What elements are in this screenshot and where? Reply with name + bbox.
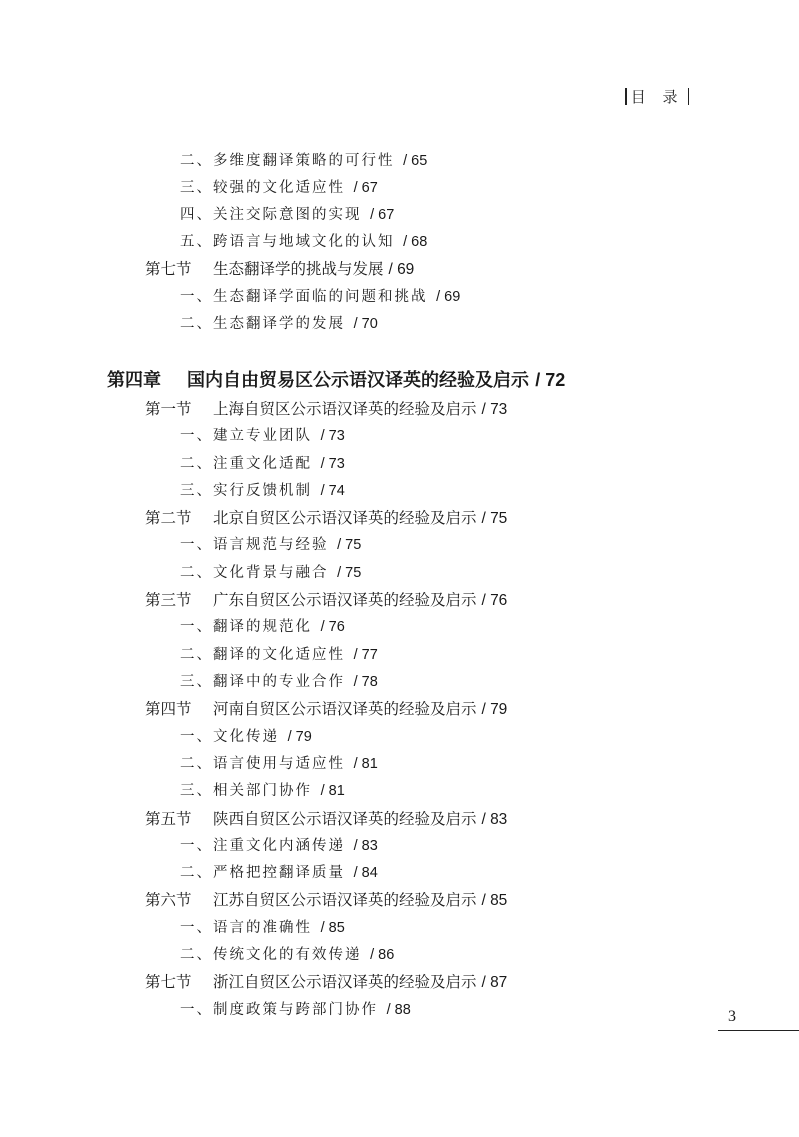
toc-entry-title: 河南自贸区公示语汉译英的经验及启示 xyxy=(213,700,477,718)
toc-entry-number: 四、 xyxy=(180,207,213,223)
toc-entry-page: / 72 xyxy=(535,370,566,390)
toc-entry-sub xyxy=(180,836,378,856)
toc-entry-title: 多维度翻译策略的可行性 xyxy=(213,153,395,169)
toc-entry-sub xyxy=(180,287,460,307)
toc-entry-number: 一、 xyxy=(180,537,213,553)
toc-entry-section xyxy=(145,699,507,720)
toc-entry-sub xyxy=(180,178,378,198)
toc-entry-page: / 75 xyxy=(337,565,362,581)
toc-entry-number: 二、 xyxy=(180,647,213,663)
toc-entry-title: 北京自贸区公示语汉译英的经验及启示 xyxy=(213,509,477,527)
toc-entry-page: / 75 xyxy=(337,537,362,553)
toc-entry-section xyxy=(145,809,507,830)
toc-entry-number: 五、 xyxy=(180,234,213,250)
toc-entry-title: 翻译的文化适应性 xyxy=(213,647,345,663)
toc-entry-section xyxy=(145,972,507,993)
toc-entry-number: 第一节 xyxy=(145,400,192,418)
toc-entry-sub xyxy=(180,1000,411,1020)
toc-entry-number: 二、 xyxy=(180,316,213,332)
toc-entry-title: 生态翻译学的发展 xyxy=(213,316,345,332)
toc-entry-number: 第七节 xyxy=(145,260,192,278)
toc-entry-number: 一、 xyxy=(180,428,213,444)
toc-entry-title: 语言使用与适应性 xyxy=(213,756,345,772)
toc-entry-number: 第七节 xyxy=(145,973,192,991)
toc-entry-chapter xyxy=(107,368,565,393)
toc-entry-title: 相关部门协作 xyxy=(213,783,312,799)
toc-entry-page: / 69 xyxy=(436,289,461,305)
toc-entry-number: 一、 xyxy=(180,1002,213,1018)
toc-entry-number: 二、 xyxy=(180,947,213,963)
toc-entry-number: 二、 xyxy=(180,865,213,881)
toc-entry-number: 第五节 xyxy=(145,810,192,828)
toc-entry-page: / 85 xyxy=(481,892,508,909)
toc-entry-sub xyxy=(180,151,427,171)
toc-entry-page: / 73 xyxy=(320,428,345,444)
toc-entry-sub xyxy=(180,454,345,474)
toc-entry-title: 上海自贸区公示语汉译英的经验及启示 xyxy=(213,400,477,418)
toc-entry-title: 生态翻译学的挑战与发展 xyxy=(213,260,384,278)
toc-entry-sub xyxy=(180,563,361,583)
page-number: 3 xyxy=(728,1008,736,1025)
toc-entry-title: 建立专业团队 xyxy=(213,428,312,444)
toc-entry-section xyxy=(145,399,507,420)
toc-entry-title: 较强的文化适应性 xyxy=(213,180,345,196)
toc-entry-sub xyxy=(180,481,345,501)
toc-entry-title: 关注交际意图的实现 xyxy=(213,207,362,223)
toc-entry-number: 第三节 xyxy=(145,591,192,609)
toc-entry-page: / 86 xyxy=(370,947,395,963)
toc-entry-sub xyxy=(180,617,345,637)
toc-entry-number: 一、 xyxy=(180,729,213,745)
toc-entry-page: / 81 xyxy=(320,783,345,799)
toc-entry-sub xyxy=(180,754,378,774)
toc-entry-sub xyxy=(180,945,394,965)
toc-entry-title: 跨语言与地域文化的认知 xyxy=(213,234,395,250)
toc-entry-title: 实行反馈机制 xyxy=(213,483,312,499)
toc-entry-sub xyxy=(180,426,345,446)
toc-entry-title: 江苏自贸区公示语汉译英的经验及启示 xyxy=(213,891,477,909)
toc-entry-section xyxy=(145,259,414,280)
toc-entry-page: / 77 xyxy=(353,647,378,663)
toc-entry-sub xyxy=(180,645,378,665)
toc-entry-page: / 81 xyxy=(353,756,378,772)
toc-entry-number: 第四章 xyxy=(107,370,161,391)
toc-entry-number: 三、 xyxy=(180,674,213,690)
toc-entry-number: 第六节 xyxy=(145,891,192,909)
toc-entry-number: 二、 xyxy=(180,756,213,772)
toc-entry-page: / 74 xyxy=(320,483,345,499)
toc-entry-title: 国内自由贸易区公示语汉译英的经验及启示 xyxy=(187,370,529,391)
toc-entry-sub xyxy=(180,314,378,334)
toc-entry-title: 翻译的规范化 xyxy=(213,619,312,635)
toc-entry-section xyxy=(145,590,507,611)
toc-entry-number: 二、 xyxy=(180,153,213,169)
toc-entry-page: / 76 xyxy=(320,619,345,635)
toc-entry-title: 文化背景与融合 xyxy=(213,565,329,581)
toc-entry-sub xyxy=(180,672,378,692)
toc-entry-page: / 70 xyxy=(353,316,378,332)
toc-entry-number: 一、 xyxy=(180,289,213,305)
toc-entry-title: 广东自贸区公示语汉译英的经验及启示 xyxy=(213,591,477,609)
toc-entry-number: 第二节 xyxy=(145,509,192,527)
toc-entry-page: / 79 xyxy=(481,701,508,718)
toc-entry-page: / 87 xyxy=(481,974,508,991)
toc-entry-sub xyxy=(180,232,427,252)
toc-entry-page: / 67 xyxy=(353,180,378,196)
toc-entry-page: / 83 xyxy=(481,811,508,828)
toc-entry-page: / 67 xyxy=(370,207,395,223)
toc-entry-title: 浙江自贸区公示语汉译英的经验及启示 xyxy=(213,973,477,991)
toc-entry-number: 三、 xyxy=(180,783,213,799)
toc-entry-title: 制度政策与跨部门协作 xyxy=(213,1002,378,1018)
toc-entry-page: / 75 xyxy=(481,510,508,527)
toc-entry-sub xyxy=(180,535,361,555)
toc-entry-number: 三、 xyxy=(180,180,213,196)
toc-entry-number: 一、 xyxy=(180,619,213,635)
toc-entry-page: / 78 xyxy=(353,674,378,690)
toc-entry-page: / 65 xyxy=(403,153,428,169)
toc-entry-number: 一、 xyxy=(180,920,213,936)
toc-entry-page: / 85 xyxy=(320,920,345,936)
header-title: 目 录 xyxy=(630,88,684,106)
toc-entry-page: / 88 xyxy=(386,1002,411,1018)
toc-entry-title: 注重文化适配 xyxy=(213,456,312,472)
toc-entry-title: 翻译中的专业合作 xyxy=(213,674,345,690)
toc-entry-sub xyxy=(180,863,378,883)
toc-entry-title: 陕西自贸区公示语汉译英的经验及启示 xyxy=(213,810,477,828)
toc-entry-sub xyxy=(180,727,312,747)
toc-entry-section xyxy=(145,890,507,911)
page-number-rule xyxy=(718,1030,799,1031)
toc-entry-page: / 73 xyxy=(481,401,508,418)
toc-entry-page: / 76 xyxy=(481,592,508,609)
toc-entry-title: 生态翻译学面临的问题和挑战 xyxy=(213,289,428,305)
toc-entry-number: 三、 xyxy=(180,483,213,499)
toc-entry-page: / 69 xyxy=(388,261,415,278)
toc-entry-sub xyxy=(180,781,345,801)
toc-entry-title: 严格把控翻译质量 xyxy=(213,865,345,881)
toc-entry-page: / 84 xyxy=(353,865,378,881)
toc-entry-page: / 73 xyxy=(320,456,345,472)
toc-entry-title: 传统文化的有效传递 xyxy=(213,947,362,963)
toc-entry-sub xyxy=(180,918,345,938)
toc-entry-title: 语言的准确性 xyxy=(213,920,312,936)
toc-entry-page: / 79 xyxy=(287,729,312,745)
toc-entry-page: / 68 xyxy=(403,234,428,250)
toc-entry-title: 文化传递 xyxy=(213,729,279,745)
toc-entry-number: 二、 xyxy=(180,456,213,472)
toc-entry-number: 第四节 xyxy=(145,700,192,718)
toc-entry-sub xyxy=(180,205,394,225)
toc-entry-section xyxy=(145,508,507,529)
toc-entry-number: 二、 xyxy=(180,565,213,581)
toc-entry-page: / 83 xyxy=(353,838,378,854)
toc-entry-title: 注重文化内涵传递 xyxy=(213,838,345,854)
toc-entry-title: 语言规范与经验 xyxy=(213,537,329,553)
toc-entry-number: 一、 xyxy=(180,838,213,854)
